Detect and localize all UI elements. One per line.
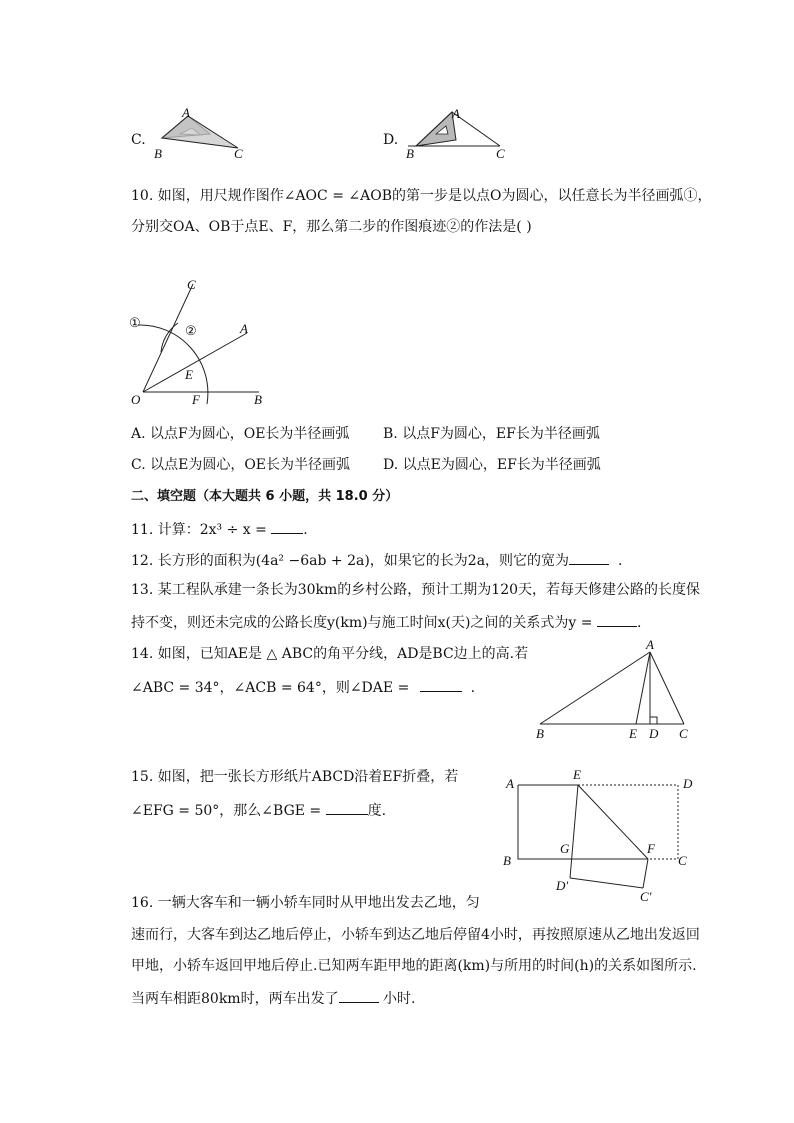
q16-text: 当两车相距80km时，两车出发了 [131, 991, 339, 1007]
q16-line3: 甲地，小轿车返回甲地后停止.已知两车距甲地的距离(km)与所用的时间(h)的关系如图所示. [131, 958, 697, 974]
q14-label-a: A [646, 640, 654, 652]
q15-label-c-prime: C′ [640, 889, 652, 904]
q15-label-f: F [647, 841, 655, 856]
q13-text: 持不变，则还未完成的公路长度y(km)与施工时间x(天)之间的关系式为y = [131, 615, 597, 631]
q13-line1: 13. 某工程队承建一条长为30km的乡村公路，预计工期为120天，若每天修建公路的长度保 [131, 582, 701, 598]
q15-label-a: A [506, 776, 514, 791]
q9-option-c-label[interactable]: C. [131, 132, 146, 148]
q13-line2: 持不变，则还未完成的公路长度y(km)与施工时间x(天)之间的关系式为y = . [131, 612, 641, 632]
q10-stem-line2: 分别交OA、OB于点E、F，那么第二步的作图痕迹②的作法是( ) [131, 219, 532, 235]
q15-line2 [131, 800, 386, 820]
q15-answer-blank[interactable] [326, 800, 368, 815]
q9d-label-b: B [406, 146, 414, 161]
q10-option-b[interactable]: B. 以点F为圆心，EF长为半径画弧 [383, 426, 600, 442]
q16-text-end: 小时. [378, 991, 416, 1007]
q9c-label-b: B [154, 146, 162, 161]
q15-label-b: B [503, 853, 511, 868]
q9d-label-c: C [496, 146, 505, 161]
q14-label-d: D [649, 726, 659, 741]
q15-label-d-prime: D′ [556, 878, 569, 893]
section-2-title: 二、填空题（本大题共 6 小题，共 18.0 分） [131, 489, 399, 504]
q10-mark-1: ① [129, 315, 141, 330]
q14-label-c: C [679, 726, 688, 741]
q15-label-g: G [560, 841, 570, 856]
q10-label-o: O [131, 392, 141, 407]
q14-line1: 14. 如图，已知AE是 △ ABC的角平分线，AD是BC边上的高.若 [131, 646, 529, 662]
q10-option-a[interactable]: A. 以点F为圆心，OE长为半径画弧 [131, 426, 350, 442]
q11-answer-blank[interactable] [271, 519, 303, 534]
q15-label-e: E [573, 767, 581, 782]
q15-text: ∠EFG = 50°，那么∠BGE = [131, 803, 326, 819]
q10-label-e: E [185, 367, 193, 382]
q10-option-c[interactable]: C. 以点E为圆心，OE长为半径画弧 [131, 457, 351, 473]
q12-text: 12. 长方形的面积为(4a² −6ab + 2a)，如果它的长为2a，则它的宽为 [131, 553, 570, 569]
q15-label-c: C [678, 853, 687, 868]
q9-option-c-figure [148, 104, 248, 164]
q11-line: 11. 计算：2x³ ÷ x = . [131, 519, 308, 539]
q9c-label-c: C [234, 146, 243, 161]
q16-line4 [131, 988, 415, 1008]
q10-stem-line1: 10. 如图，用尺规作图作∠AOC = ∠AOB的第一步是以点O为圆心，以任意长为半径画弧①， [131, 188, 712, 204]
q10-label-f: F [192, 392, 200, 407]
q10-label-a: A [240, 321, 248, 336]
q16-line2: 速而行，大客车到达乙地后停止，小轿车到达乙地后停留4小时，再按照原速从乙地出发返回 [131, 927, 700, 943]
q14-answer-blank[interactable] [420, 677, 462, 692]
q9-option-d-figure [400, 104, 510, 164]
q14-line2: ∠ABC = 34°，∠ACB = 64°，则∠DAE = . [131, 677, 475, 697]
q14-text: ∠ABC = 34°，∠ACB = 64°，则∠DAE = [131, 680, 414, 696]
q10-figure [125, 276, 275, 411]
q16-answer-blank[interactable] [339, 988, 379, 1003]
q15-figure [498, 764, 698, 906]
q9d-label-a: A [452, 106, 460, 121]
q12-line: 12. 长方形的面积为(4a² −6ab + 2a)，如果它的长为2a，则它的宽为 . [131, 550, 622, 570]
q10-label-b: B [254, 392, 262, 407]
q10-option-d[interactable]: D. 以点E为圆心，EF长为半径画弧 [383, 457, 601, 473]
q11-text: 11. 计算：2x³ ÷ x = [131, 522, 272, 538]
q15-text-end: 度. [367, 803, 387, 819]
q10-mark-2: ② [185, 323, 197, 338]
q14-figure [530, 640, 700, 746]
q9-option-d-label[interactable]: D. [383, 132, 399, 148]
q14-label-e: E [629, 726, 637, 741]
q16-line1: 16. 一辆大客车和一辆小轿车同时从甲地出发去乙地，匀 [131, 895, 480, 911]
q10-label-c: C [187, 277, 196, 292]
q13-answer-blank[interactable] [597, 612, 637, 627]
q15-label-d: D [683, 776, 693, 791]
q9c-label-a: A [182, 105, 190, 120]
q15-line1: 15. 如图，把一张长方形纸片ABCD沿着EF折叠，若 [131, 769, 459, 785]
q14-label-b: B [536, 726, 544, 741]
q12-answer-blank[interactable] [569, 550, 609, 565]
